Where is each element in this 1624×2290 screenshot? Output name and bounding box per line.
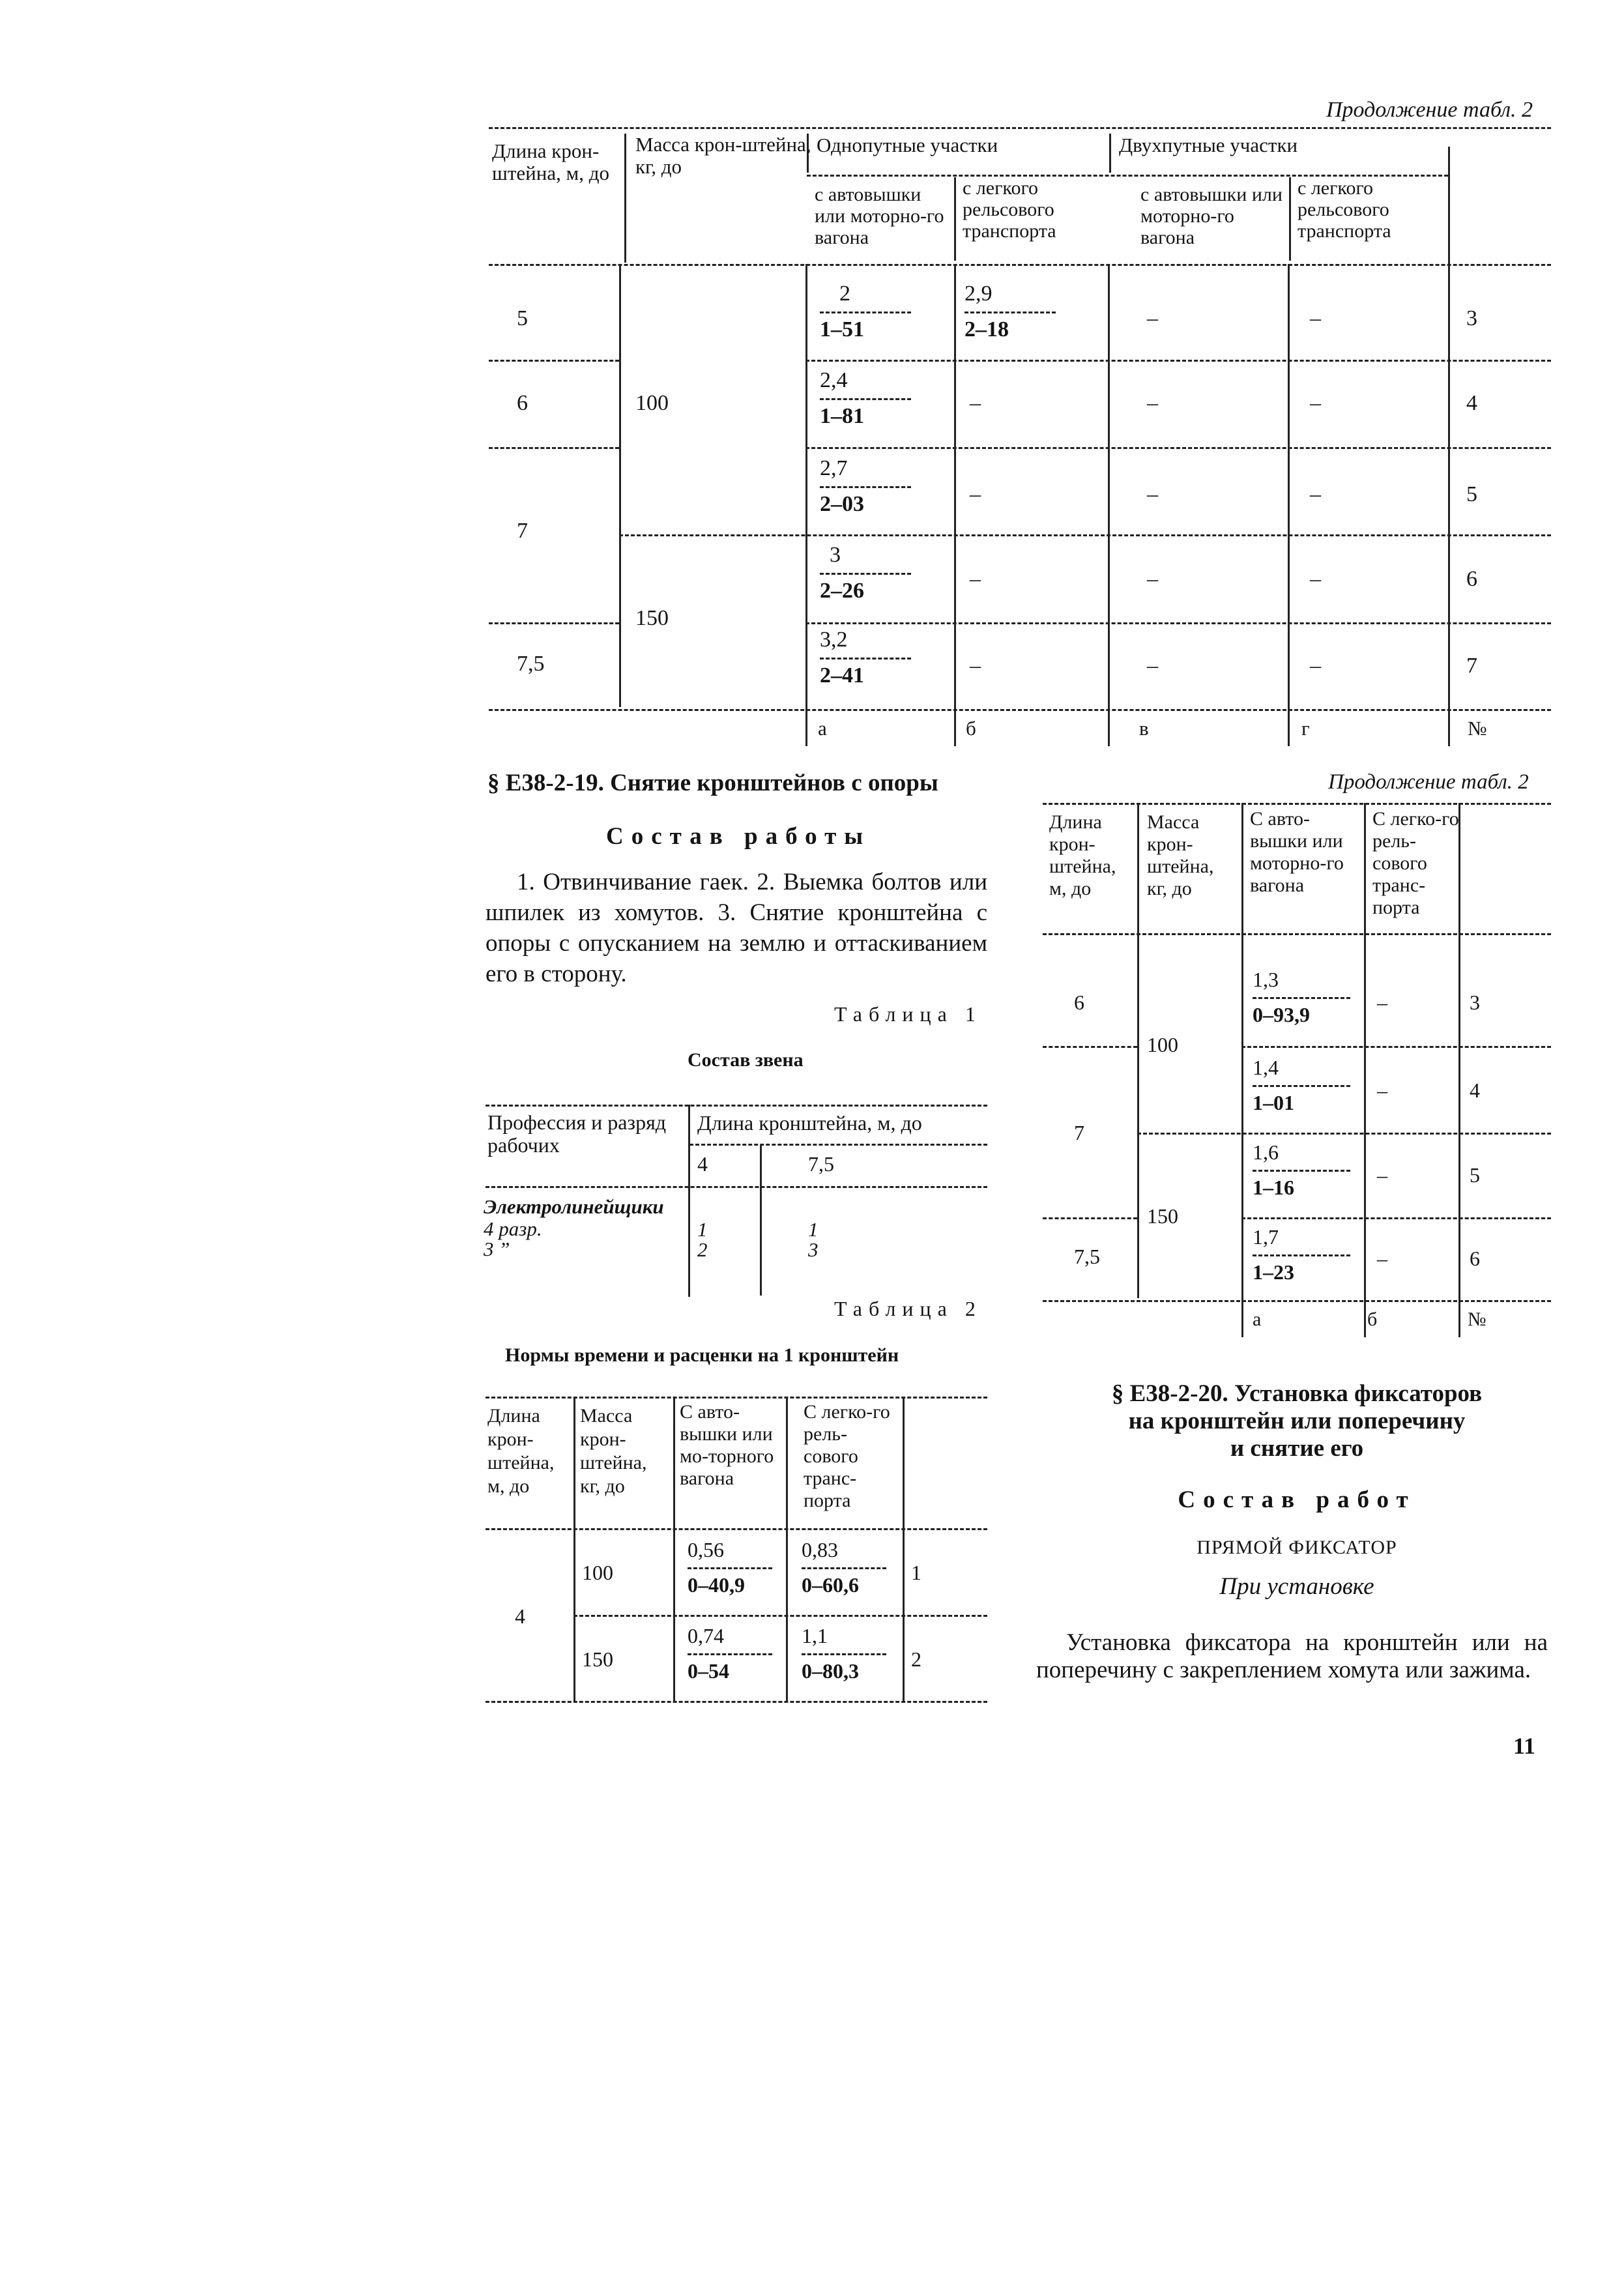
right-row3-no: 5 <box>1470 1163 1480 1187</box>
top-header-sub-rule <box>807 175 1448 177</box>
right-rowsep-3 <box>1241 1217 1551 1219</box>
section-heading-e38-2-20 <box>1036 1380 1558 1462</box>
top-header-no-col <box>1448 147 1450 264</box>
table2-row1-light: $\frac{0,83}{0-60,6}$ <box>802 1538 893 1597</box>
table1-v75-b: 3 <box>808 1238 819 1261</box>
table1-top-rule <box>486 1105 987 1107</box>
top-vline-3 <box>954 264 956 746</box>
top-header-d-auto: с автовышки или моторно-го вагона <box>1140 184 1283 248</box>
top-row5-s-auto: $\frac{3,2}{2-41}$ <box>820 628 918 688</box>
top-row2-d-auto: – <box>1147 391 1158 415</box>
top-row5-no: 7 <box>1466 654 1477 678</box>
right-header-auto: С авто-вышки или моторно-го вагона <box>1250 808 1344 896</box>
top-row2-len: 6 <box>517 391 528 415</box>
table1-vline-1 <box>688 1105 690 1297</box>
right-rowsep-len-3 <box>1043 1217 1137 1219</box>
top-row3-no: 5 <box>1466 482 1477 506</box>
top-row5-d-auto: – <box>1147 654 1158 678</box>
table2-row2-mass: 150 <box>582 1647 613 1671</box>
table1-prof-3: 3 ” <box>484 1238 510 1260</box>
right-row4-len: 7,5 <box>1074 1245 1100 1268</box>
table2-vline-1 <box>573 1397 575 1703</box>
top-row4-no: 6 <box>1466 567 1477 591</box>
top-rowsep-4 <box>805 622 1551 624</box>
top-rowsep-5 <box>489 709 1551 711</box>
top-row1-d-auto: – <box>1147 306 1158 330</box>
heading-line-2: на кронштейн или поперечину <box>1128 1408 1466 1434</box>
top-row2-s-auto: $\frac{2,4}{1-81}$ <box>820 368 918 429</box>
top-row3-len: 7 <box>517 519 528 543</box>
table2-row-sep <box>573 1615 987 1617</box>
right-row1-len: 6 <box>1074 991 1084 1014</box>
right-footer-b: б <box>1367 1309 1378 1330</box>
top-rowsep-len-1 <box>489 360 619 362</box>
page-number: 11 <box>1513 1733 1536 1759</box>
table1-v75-a: 1 <box>808 1218 819 1241</box>
top-row3-s-auto: $\frac{2,7}{2-03}$ <box>820 456 918 517</box>
top-rowsep-2 <box>805 447 1551 449</box>
table2-header-light: С легко-го рель-сового транс-порта <box>804 1401 890 1511</box>
table2-header-auto: С авто-вышки или мо-торного вагона <box>680 1401 774 1489</box>
right-row2-no: 4 <box>1470 1079 1480 1102</box>
right-header-mass: Масса крон-штейна, кг, до <box>1147 811 1214 899</box>
top-footer-no: № <box>1468 717 1487 740</box>
top-row2-no: 4 <box>1466 391 1477 415</box>
right-install-title: При установке <box>1219 1573 1374 1600</box>
top-header-s-light: с легкого рельсового транспорта <box>954 177 1109 261</box>
table2-row1-auto: $\frac{0,56}{0-40,9}$ <box>688 1538 779 1597</box>
right-rowsep-len-1 <box>1043 1046 1137 1048</box>
right-vline-2 <box>1241 803 1243 1337</box>
top-row4-s-light: – <box>970 567 981 591</box>
right-footer-no: № <box>1468 1309 1486 1330</box>
left-work-title: Состав работы <box>606 823 871 850</box>
top-header-bottom-rule <box>489 264 1551 266</box>
top-row3-s-light: – <box>970 482 981 506</box>
table2-title: Нормы времени и расценки на 1 кронштейн <box>505 1344 899 1366</box>
top-vline-5 <box>1288 264 1290 746</box>
table1-header-75: 7,5 <box>808 1152 834 1176</box>
table1-header-prof: Профессия и разряд рабочих <box>487 1110 667 1157</box>
top-rowsep-len-4 <box>489 622 619 624</box>
heading-line-1: § Е38-2-20. Установка фиксаторов <box>1111 1380 1483 1407</box>
right-row2-light: – <box>1377 1079 1387 1102</box>
right-row1-no: 3 <box>1470 991 1480 1014</box>
top-table-caption: Продолжение табл. 2 <box>1326 98 1533 122</box>
table1-label: Таблица 1 <box>834 1002 982 1026</box>
table2-vline-3 <box>786 1397 788 1703</box>
table2-vline-2 <box>673 1397 675 1703</box>
top-row2-d-light: – <box>1310 391 1321 415</box>
top-vline-1 <box>619 264 621 707</box>
table2-header-len: Длина крон-штейна, м, до <box>487 1405 555 1497</box>
right-row3-len: 7 <box>1074 1121 1084 1144</box>
top-footer-b: б <box>966 717 976 740</box>
top-row4-d-auto: – <box>1147 567 1158 591</box>
top-row4-s-auto: $\frac{3}{2-26}$ <box>820 543 918 603</box>
right-row4-auto: $\frac{1,7}{1-23}$ <box>1253 1225 1357 1284</box>
top-vline-2 <box>805 264 807 746</box>
table2-row2-light: $\frac{1,1}{0-80,3}$ <box>802 1624 893 1683</box>
table1-prof-1: Электролинейщики <box>484 1195 664 1218</box>
left-work-text: 1. Отвинчивание гаек. 2. Выемка болтов или шпилек из хомутов. 3. Снятие кронштейна с опоры с опусканием на землю и оттаскиванием его в сторону. <box>486 869 987 987</box>
table2-header-mass: Масса крон-штейна, кг, до <box>580 1405 647 1497</box>
top-row5-len: 7,5 <box>517 652 545 676</box>
top-row2-mass: 100 <box>635 391 669 415</box>
top-header-d-light: с легкого рельсового транспорта <box>1289 177 1447 261</box>
top-vline-4 <box>1108 264 1110 746</box>
table2-top-rule <box>486 1397 987 1399</box>
top-row1-d-light: – <box>1310 306 1321 330</box>
top-row4-d-light: – <box>1310 567 1321 591</box>
table1-header-len: Длина кронштейна, м, до <box>697 1111 922 1135</box>
right-install-text: Установка фиксатора на кронштейн или на поперечину с закреплением хомута или зажима. <box>1036 1629 1548 1683</box>
table1-prof-2: 4 разр. <box>484 1217 542 1240</box>
right-row4-mass: 150 <box>1147 1204 1178 1228</box>
right-header-bottom-rule <box>1043 933 1551 935</box>
top-row1-no: 3 <box>1466 306 1477 330</box>
table1-header-4: 4 <box>697 1152 708 1176</box>
table2-row2-auto: $\frac{0,74}{0-54}$ <box>688 1624 779 1683</box>
top-rowsep-1 <box>805 360 1551 362</box>
right-vline-3 <box>1364 803 1366 1337</box>
right-row2-auto: $\frac{1,4}{1-01}$ <box>1253 1056 1357 1115</box>
table1-sub-rule <box>689 1144 987 1146</box>
table2-row1-mass: 100 <box>582 1561 613 1584</box>
right-row4-no: 6 <box>1470 1247 1480 1270</box>
top-footer-v: в <box>1139 717 1149 740</box>
right-sub-title: ПРЯМОЙ ФИКСАТОР <box>1196 1537 1397 1558</box>
right-row4-light: – <box>1377 1247 1387 1270</box>
top-row3-d-auto: – <box>1147 482 1158 506</box>
right-row3-auto: $\frac{1,6}{1-16}$ <box>1253 1140 1357 1200</box>
top-footer-a: а <box>818 717 827 740</box>
table2-bottom-rule <box>486 1701 987 1703</box>
right-row2-mass: 100 <box>1147 1033 1178 1056</box>
top-row2-s-light: – <box>970 391 981 415</box>
right-row1-auto: $\frac{1,3}{0-93,9}$ <box>1253 968 1357 1027</box>
heading-line-3: и снятие его <box>1230 1435 1364 1462</box>
top-header-mass: Масса крон-штейна, кг, до <box>624 134 811 263</box>
table2-vline-4 <box>903 1397 905 1703</box>
right-table-caption: Продолжение табл. 2 <box>1328 770 1529 794</box>
top-header-length: Длина крон-штейна, м, до <box>492 139 610 184</box>
top-rowsep-len-2 <box>489 447 619 449</box>
table2-header-bottom-rule <box>486 1528 987 1530</box>
table1-v4-a: 1 <box>697 1218 708 1241</box>
top-row4-mass: 150 <box>635 606 669 630</box>
right-rowsep-2 <box>1137 1133 1551 1135</box>
right-table-top-rule <box>1043 803 1551 805</box>
right-rowsep-1 <box>1241 1046 1551 1048</box>
top-row3-d-light: – <box>1310 482 1321 506</box>
right-row1-light: – <box>1377 991 1387 1014</box>
top-table-rule <box>489 127 1551 129</box>
right-vline-1 <box>1137 803 1139 1298</box>
table2-row2-no: 2 <box>911 1647 921 1671</box>
right-footer-a: а <box>1253 1309 1262 1330</box>
table2-len: 4 <box>515 1604 525 1628</box>
table1-vline-2 <box>760 1146 762 1296</box>
top-header-s-auto: с автовышки или моторно-го вагона <box>815 184 944 248</box>
top-header-double: Двухпутные участки <box>1109 134 1458 173</box>
right-header-light: С легко-го рель-сового транс-порта <box>1372 808 1459 918</box>
top-footer-g: г <box>1301 717 1310 740</box>
top-vline-6 <box>1448 264 1450 746</box>
right-vline-4 <box>1458 803 1460 1337</box>
section-heading-e38-2-19: § Е38-2-19. Снятие кронштейнов с опоры <box>487 770 938 796</box>
table2-label: Таблица 2 <box>834 1297 982 1320</box>
top-row1-s-auto: $\frac{2}{1-51}$ <box>820 282 918 342</box>
table1-v4-b: 2 <box>697 1238 708 1261</box>
top-row1-len: 5 <box>517 306 528 330</box>
right-table-bottom-rule <box>1043 1300 1551 1302</box>
right-header-len: Длина крон-штейна, м, до <box>1049 811 1116 899</box>
right-row3-light: – <box>1377 1163 1387 1187</box>
top-header-single: Однопутные участки <box>807 134 1112 173</box>
top-row1-s-light: $\frac{2,9}{2-18}$ <box>964 282 1062 342</box>
table1-title: Состав звена <box>688 1049 804 1071</box>
top-row5-s-light: – <box>970 654 981 678</box>
right-work-title: Состав работ <box>1178 1486 1416 1513</box>
top-row5-d-light: – <box>1310 654 1321 678</box>
table1-header-bottom-rule <box>486 1186 987 1188</box>
top-rowsep-3 <box>619 534 1551 536</box>
table2-row1-no: 1 <box>911 1561 921 1584</box>
